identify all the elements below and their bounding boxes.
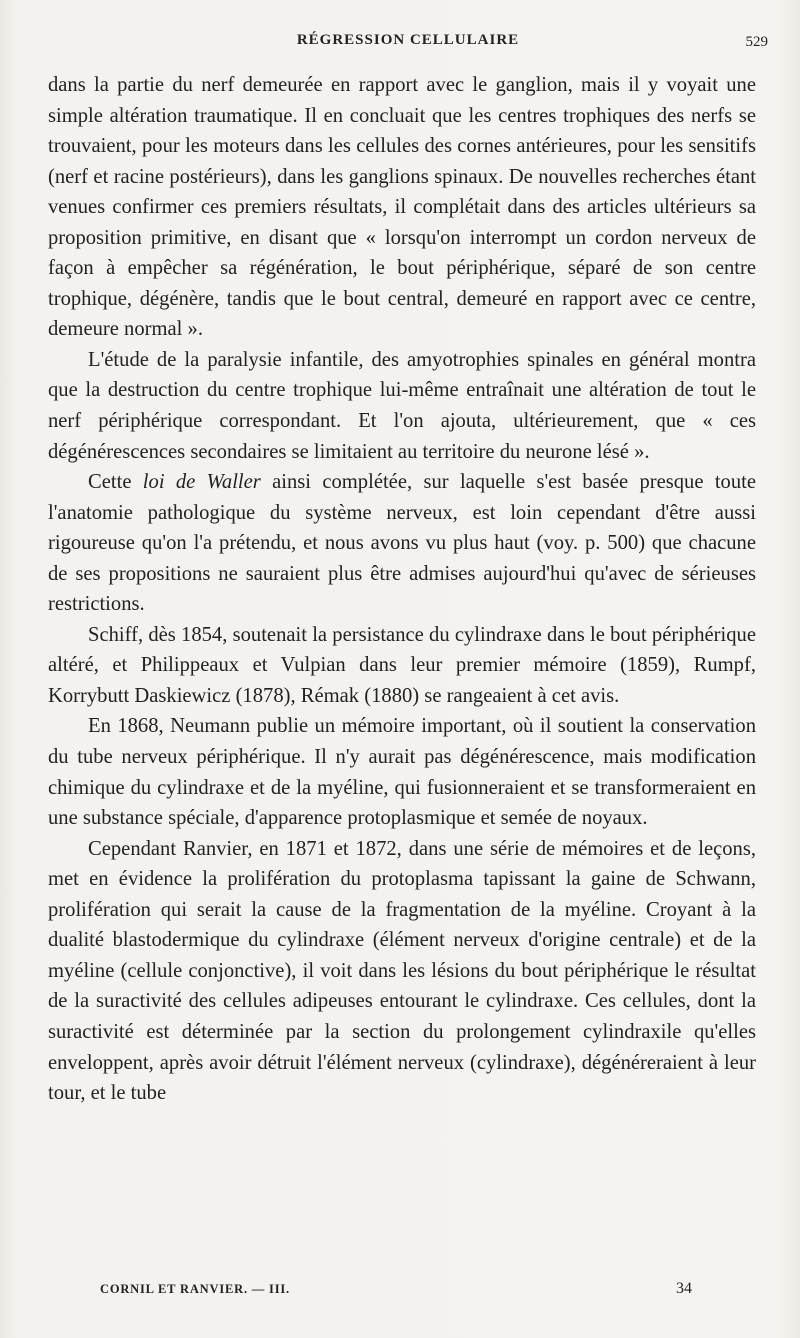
paragraph-text: L'étude de la paralysie infantile, des amyotrophies spinales en général montra que la destruction du centre trophique lui-même entraînait une altération de tout le nerf périphérique correspondant. Et l'on ajouta, ultérieurement, que « ces dégénérescences secondaires se limitaient au territoire du neurone lésé ». — [48, 348, 756, 463]
running-header — [48, 32, 768, 56]
paragraph-text: Schiff, dès 1854, soutenait la persistance du cylindraxe dans le bout périphérique altéré, et Philippeaux et Vulpian dans leur premier mémoire (1859), Rumpf, Korrybutt Daskiewicz (1878), Rémak (1880) se rangeaient à cet avis. — [48, 623, 756, 707]
paragraph-2 — [48, 345, 756, 467]
paragraph-1 — [48, 70, 756, 345]
body-text — [48, 70, 756, 1109]
paragraph-3 — [48, 467, 756, 620]
gathering-number: 34 — [676, 1280, 692, 1297]
italic-term: loi de Waller — [142, 471, 261, 494]
page-footer — [100, 1282, 692, 1302]
paragraph-text: ainsi complétée, sur laquelle s'est basée presque toute l'anatomie pathologique du système nerveux, est loin cependant d'être aussi rigoureuse qu'on l'a prétendu, et nous avons vu plus haut (voy. p. 500) que chacune de ses propositions ne sauraient plus être admises aujourd'hui qu'avec de sérieuses restrictions. — [48, 471, 756, 616]
paragraph-text: Cette — [88, 471, 143, 494]
page-number: 529 — [745, 34, 768, 50]
paragraph-4 — [48, 620, 756, 712]
paragraph-6 — [48, 834, 756, 1109]
paragraph-text: Cependant Ranvier, en 1871 et 1872, dans une série de mémoires et de leçons, met en évidence la prolifération du protoplasma tapissant la gaine de Schwann, prolifération qui serait la cause de la fragmentation de la myéline. Croyant à la dualité blastodermique du cylindraxe (élément nerveux d'origine centrale) et de la myéline (cellule conjonctive), il voit dans les lésions du bout périphérique le résultat de la suractivité des cellules adipeuses entourant le cylindraxe. Ces cellules, dont la suractivité est déterminée par la section du prolongement cylindraxile qu'elles enveloppent, après avoir détruit l'élément nerveux (cylindraxe), dégénéreraient à leur tour, et le tube — [48, 837, 756, 1105]
paragraph-text: dans la partie du nerf demeurée en rapport avec le ganglion, mais il y voyait une simple altération traumatique. Il en concluait que les centres trophiques des nerfs se trouvaient, pour les moteurs dans les cellules des cornes antérieures, pour les sensitifs (nerf et racine postérieurs), dans les ganglions spinaux. De nouvelles recherches étant venues confirmer ces premiers résultats, il complétait dans des articles ultérieurs sa proposition primitive, en disant que « lorsqu'on interrompt un cordon nerveux de façon à empêcher sa régénération, le bout périphérique, séparé de son centre trophique, dégénère, tandis que le bout central, demeuré en rapport avec ce centre, demeure normal ». — [48, 74, 756, 341]
paragraph-5 — [48, 711, 756, 833]
paragraph-text: En 1868, Neumann publie un mémoire important, où il soutient la conservation du tube nerveux périphérique. Il n'y aurait pas dégénérescence, mais modification chimique du cylindraxe et de la myéline, qui fusionneraient et se transformeraient en une substance spéciale, d'apparence protoplasmique et semée de noyaux. — [48, 715, 756, 830]
signature-mark: CORNIL ET RANVIER. — III. — [100, 1282, 290, 1296]
running-title: RÉGRESSION CELLULAIRE — [296, 32, 520, 48]
